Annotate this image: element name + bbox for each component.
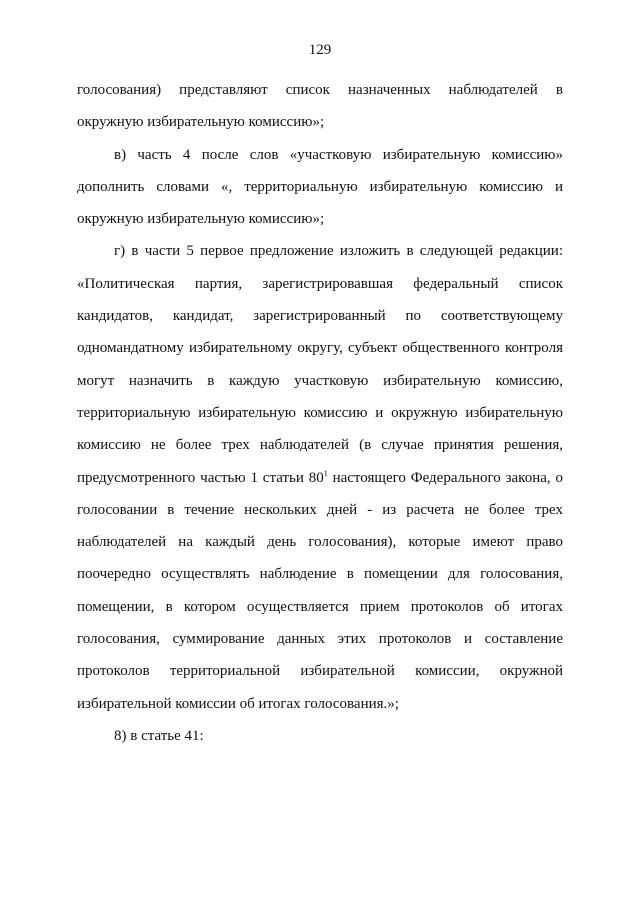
text-line: одномандатному избирательному округу, субъект общественного контроля <box>77 340 563 357</box>
text-line: «Политическая партия, зарегистрировавшая федеральный список <box>77 275 563 292</box>
paragraph-2 <box>77 139 563 236</box>
paragraph-3 <box>77 235 563 719</box>
text-line: протоколов территориальной избирательной комиссии, окружной <box>77 663 563 680</box>
text-line: голосовании в течение нескольких дней - из расчета не более трех <box>77 501 563 518</box>
text-line: окружную избирательную комиссию»; <box>77 114 325 131</box>
text-fragment: настоящего Федерального закона, о <box>327 469 563 486</box>
text-line: территориальную избирательную комиссию и окружную избирательную <box>77 404 563 421</box>
document-body <box>77 74 563 752</box>
text-line: г) в части 5 первое предложение изложить в следующей редакции: <box>114 243 563 260</box>
text-line: в) часть 4 после слов «участковую избирательную комиссию» <box>114 146 563 163</box>
text-line: наблюдателей на каждый день голосования), которые имеют право <box>77 534 563 551</box>
text-line: дополнить словами «, территориальную избирательную комиссию и <box>77 178 563 195</box>
text-line: 8) в статье 41: <box>114 727 204 744</box>
text-line: окружную избирательную комиссию»; <box>77 211 325 228</box>
text-line-with-superscript <box>77 462 563 494</box>
text-line: поочередно осуществлять наблюдение в помещении для голосования, <box>77 566 563 583</box>
text-line: комиссию не более трех наблюдателей (в случае принятия решения, <box>77 437 563 454</box>
paragraph-1 <box>77 74 563 139</box>
text-line: голосования) представляют список назначенных наблюдателей в <box>77 82 563 98</box>
text-line: могут назначить в каждую участковую избирательную комиссию, <box>77 372 563 389</box>
page-number: 129 <box>308 42 332 58</box>
superscript: 1 <box>323 468 328 478</box>
text-line: избирательной комиссии об итогах голосования.»; <box>77 695 399 712</box>
text-fragment: предусмотренного частью 1 статьи 80 <box>77 469 324 486</box>
text-line: голосования, суммирование данных этих протоколов и составление <box>77 631 563 648</box>
text-line: кандидатов, кандидат, зарегистрированный по соответствующему <box>77 308 563 325</box>
text-line: помещении, в котором осуществляется прием протоколов об итогах <box>77 598 563 615</box>
paragraph-4 <box>77 720 563 752</box>
